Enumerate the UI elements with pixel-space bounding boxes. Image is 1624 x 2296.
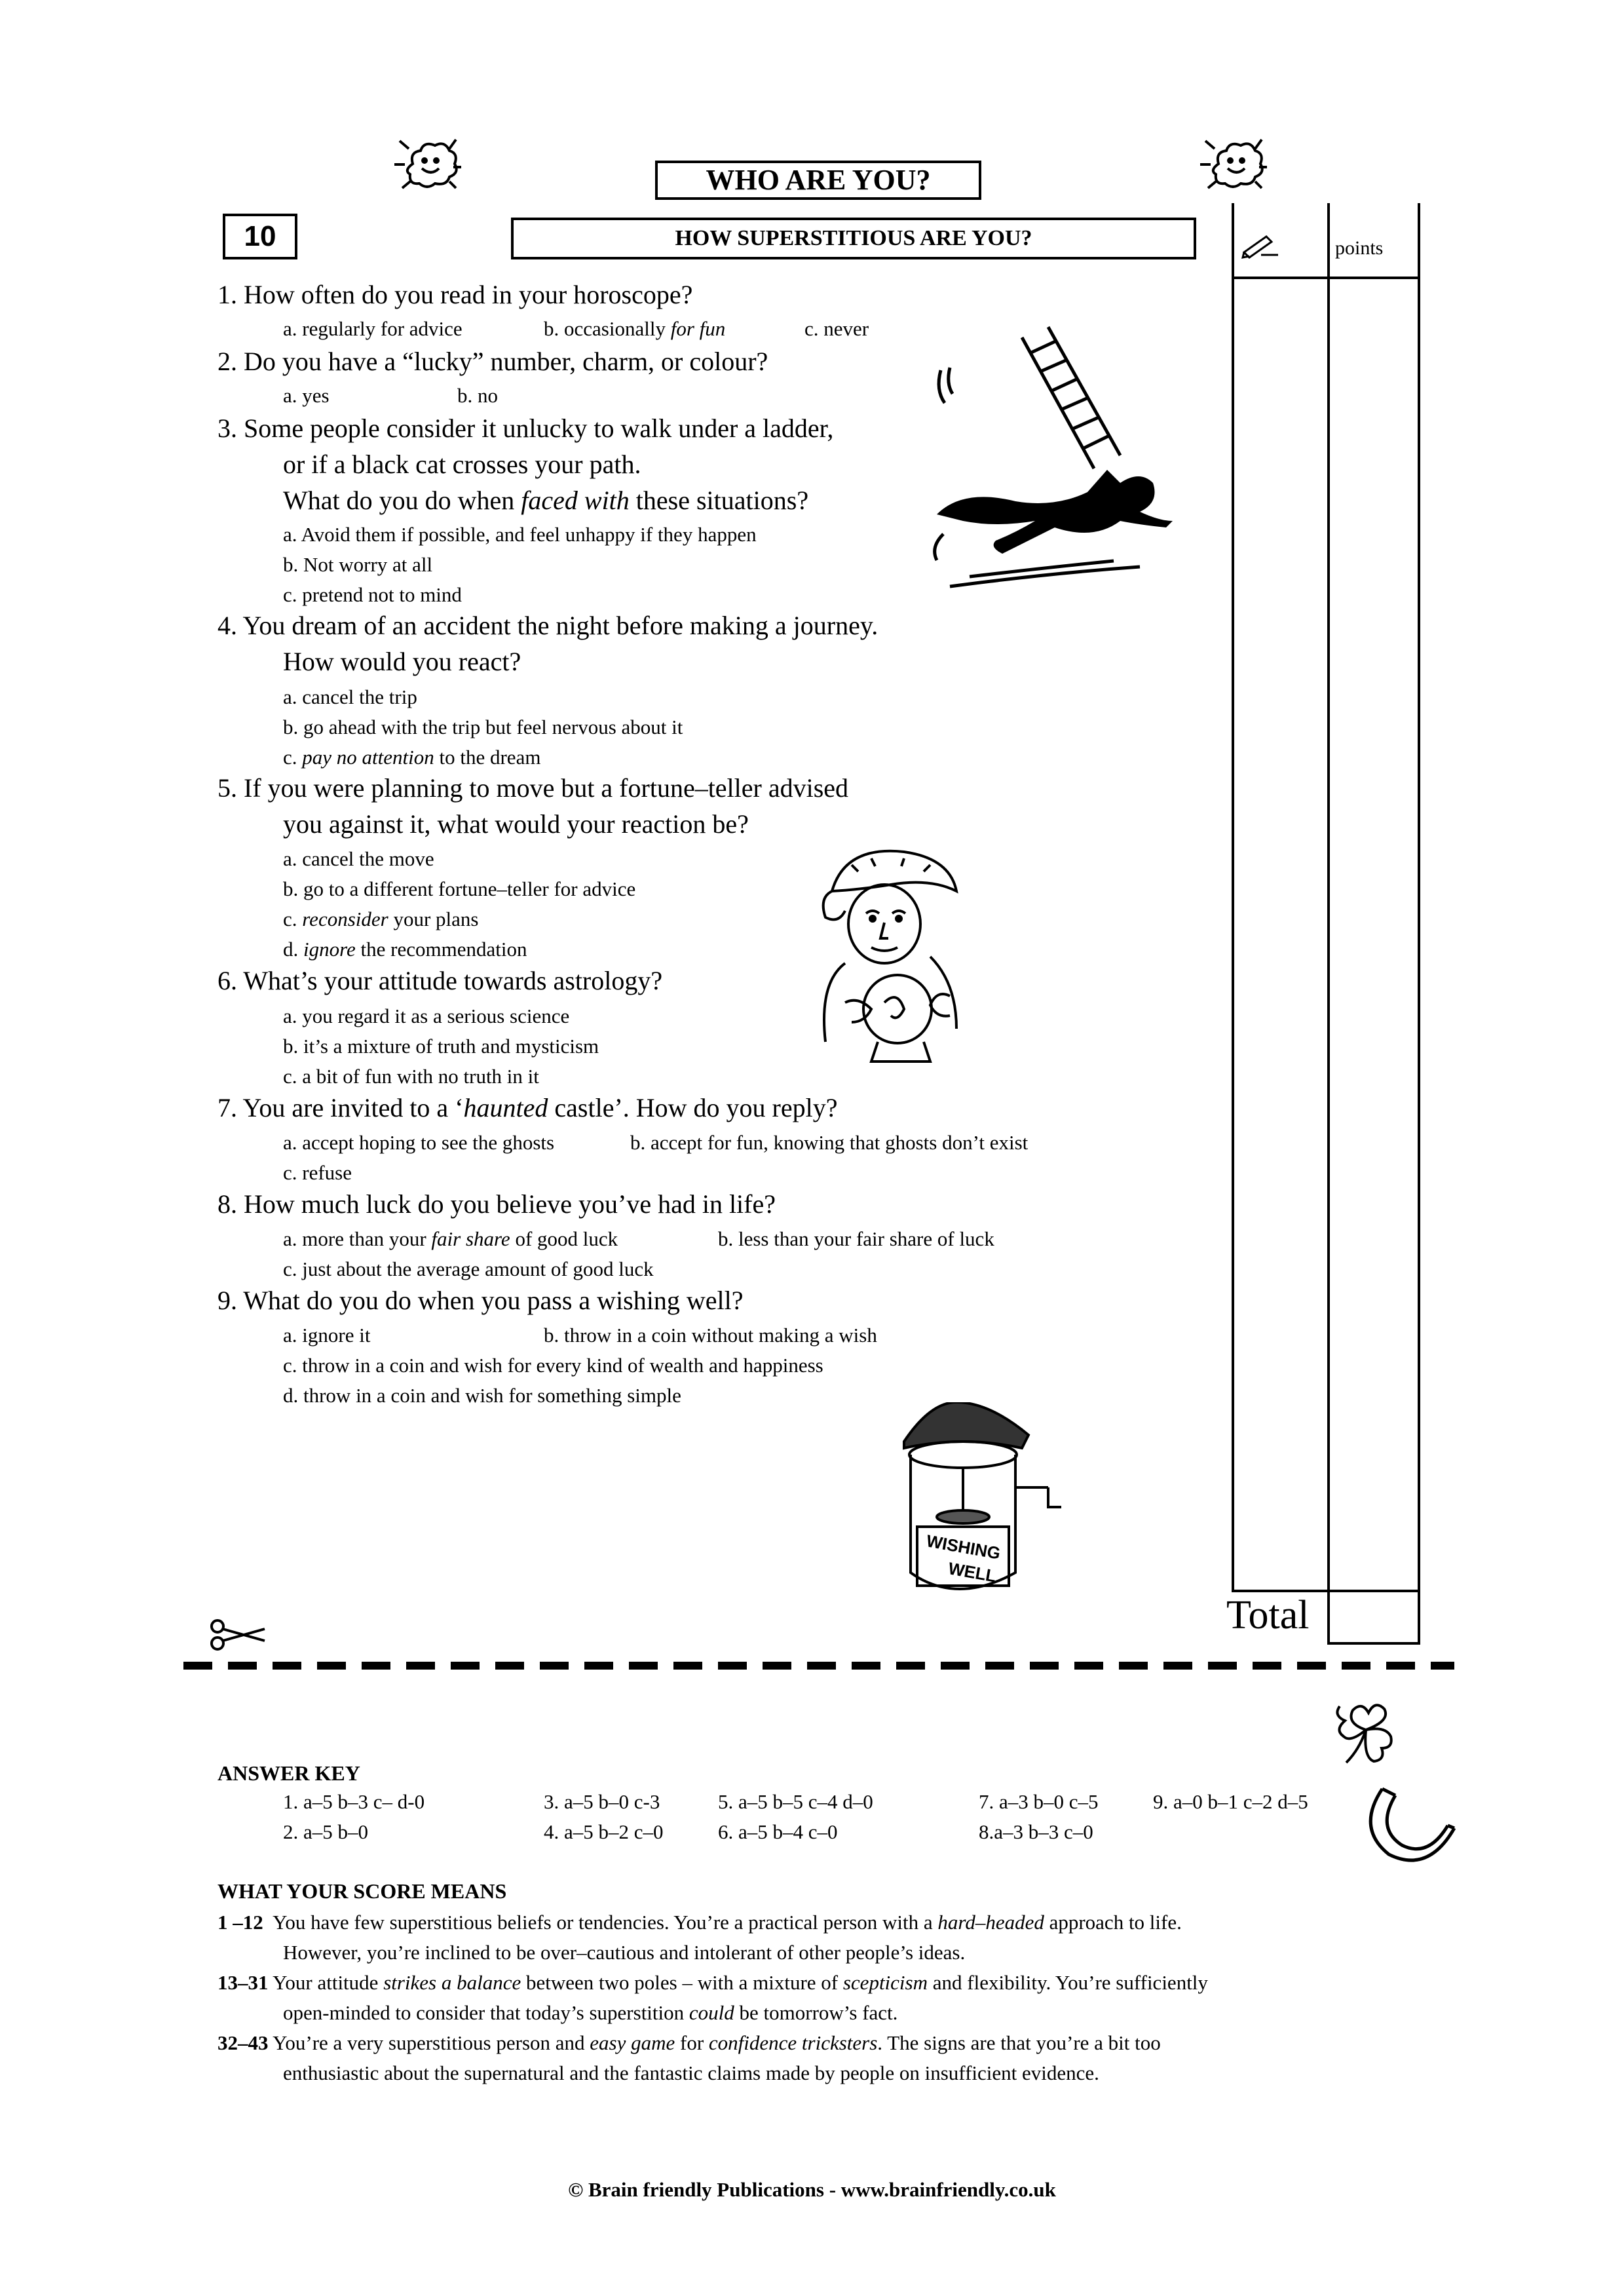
pencil-icon: [1241, 233, 1281, 259]
q8-option-a: a. more than your fair share of good luck: [283, 1227, 618, 1250]
answer-key-item: 7. a–3 b–0 c–5: [979, 1790, 1099, 1813]
question-4-line-2: How would you react?: [283, 647, 521, 676]
question-9: 9. What do you do when you pass a wishing well?: [217, 1286, 744, 1315]
horseshoe-icon: [1363, 1782, 1461, 1867]
svg-text:WISHING: WISHING: [924, 1531, 1002, 1563]
q1-option-b: b. occasionally for fun: [544, 317, 726, 340]
q4-option-c: c. pay no attention to the dream: [283, 746, 541, 769]
answer-key-heading: ANSWER KEY: [217, 1761, 360, 1785]
q5-option-b: b. go to a different fortune–teller for advice: [283, 877, 636, 900]
svg-text:WELL: WELL: [947, 1558, 998, 1586]
q2-option-b: b. no: [457, 384, 498, 407]
q7-option-b: b. accept for fun, knowing that ghosts don’t exist: [630, 1131, 1029, 1154]
q6-option-b: b. it’s a mixture of truth and mysticism: [283, 1035, 599, 1058]
question-3: 3. Some people consider it unlucky to walk under a ladder,: [217, 413, 834, 443]
ladder-and-black-cat-illustration: [930, 324, 1173, 600]
worksheet-subtitle: HOW SUPERSTITIOUS ARE YOU?: [511, 218, 1196, 259]
answer-key-item: 9. a–0 b–1 c–2 d–5: [1153, 1790, 1308, 1813]
q6-option-c: c. a bit of fun with no truth in it: [283, 1065, 539, 1088]
question-8: 8. How much luck do you believe you’ve had in life?: [217, 1189, 776, 1219]
answer-key-item: 6. a–5 b–4 c–0: [718, 1820, 838, 1843]
q8-option-c: c. just about the average amount of good luck: [283, 1257, 654, 1280]
question-5-line-2: you against it, what would your reaction be?: [283, 809, 749, 839]
question-7: 7. You are invited to a ‘haunted castle’. How do you reply?: [217, 1093, 838, 1122]
q4-option-b: b. go ahead with the trip but feel nervous about it: [283, 716, 683, 738]
score-band-1: 1 –12 You have few superstitious beliefs or tendencies. You’re a practical person with a hard–headed approach to life.: [217, 1911, 1182, 1934]
q1-option-c: c. never: [804, 317, 869, 340]
answer-key-item: 5. a–5 b–5 c–4 d–0: [718, 1790, 873, 1813]
q7-option-c: c. refuse: [283, 1161, 352, 1184]
q3-option-c: c. pretend not to mind: [283, 583, 462, 606]
q5-option-a: a. cancel the move: [283, 847, 434, 870]
score-band-3: 32–43 You’re a very superstitious person and easy game for confidence tricksters. The signs are that you’re a bit too: [217, 2031, 1161, 2054]
fortune-teller-illustration: [806, 845, 983, 1068]
question-2: 2. Do you have a “lucky” number, charm, or colour?: [217, 347, 768, 376]
question-6: 6. What’s your attitude towards astrology?: [217, 966, 663, 995]
q5-option-d: d. ignore the recommendation: [283, 938, 527, 961]
shamrock-icon: [1330, 1694, 1402, 1766]
q8-option-b: b. less than your fair share of luck: [718, 1227, 994, 1250]
score-band-1-line-2: However, you’re inclined to be over–cautious and intolerant of other people’s ideas.: [283, 1941, 966, 1964]
total-label: Total: [1226, 1593, 1310, 1637]
wishing-well-illustration: [897, 1402, 1068, 1612]
q9-option-b: b. throw in a coin without making a wish: [544, 1324, 877, 1347]
cut-line-divider: [183, 1661, 1454, 1670]
copyright-footer: © Brain friendly Publications - www.brainfriendly.co.uk: [568, 2178, 1056, 2201]
answer-key-item: 3. a–5 b–0 c-3: [544, 1790, 660, 1813]
worksheet-number: 10: [223, 214, 297, 259]
sun-face-icon: [393, 134, 465, 193]
q9-option-a: a. ignore it: [283, 1324, 371, 1347]
points-column-label: points: [1335, 237, 1384, 259]
q3-option-a: a. Avoid them if possible, and feel unhappy if they happen: [283, 523, 757, 546]
q5-option-c: c. reconsider your plans: [283, 908, 479, 930]
q3-option-b: b. Not worry at all: [283, 553, 433, 576]
q2-option-a: a. yes: [283, 384, 330, 407]
q4-option-a: a. cancel the trip: [283, 685, 417, 708]
answer-key-item: 2. a–5 b–0: [283, 1820, 369, 1843]
q9-option-c: c. throw in a coin and wish for every kind of wealth and happiness: [283, 1354, 823, 1377]
question-3-line-2: or if a black cat crosses your path.: [283, 450, 641, 479]
sun-face-icon: [1199, 134, 1271, 193]
question-5: 5. If you were planning to move but a fortune–teller advised: [217, 773, 849, 803]
q7-option-a: a. accept hoping to see the ghosts: [283, 1131, 555, 1154]
q9-option-d: d. throw in a coin and wish for something simple: [283, 1384, 681, 1407]
score-band-3-line-2: enthusiastic about the supernatural and the fantastic claims made by people on insufficient evidence.: [283, 2061, 1099, 2084]
answer-key-item: 8.a–3 b–3 c–0: [979, 1820, 1093, 1843]
scissors-icon: [208, 1618, 267, 1651]
question-4: 4. You dream of an accident the night before making a journey.: [217, 611, 878, 640]
question-3-line-3: What do you do when faced with these situations?: [283, 486, 809, 515]
question-1: 1. How often do you read in your horoscope?: [217, 280, 693, 309]
q6-option-a: a. you regard it as a serious science: [283, 1004, 570, 1027]
q1-option-a: a. regularly for advice: [283, 317, 463, 340]
score-meaning-heading: WHAT YOUR SCORE MEANS: [217, 1879, 507, 1903]
answer-key-item: 4. a–5 b–2 c–0: [544, 1820, 664, 1843]
score-band-2-line-2: open-minded to consider that today’s superstition could be tomorrow’s fact.: [283, 2001, 898, 2024]
answer-key-item: 1. a–5 b–3 c– d-0: [283, 1790, 425, 1813]
points-table: [1232, 203, 1422, 1645]
score-band-2: 13–31 Your attitude strikes a balance between two poles – with a mixture of scepticism and flexibility. You’re sufficiently: [217, 1971, 1208, 1994]
page-title: WHO ARE YOU?: [655, 161, 981, 200]
